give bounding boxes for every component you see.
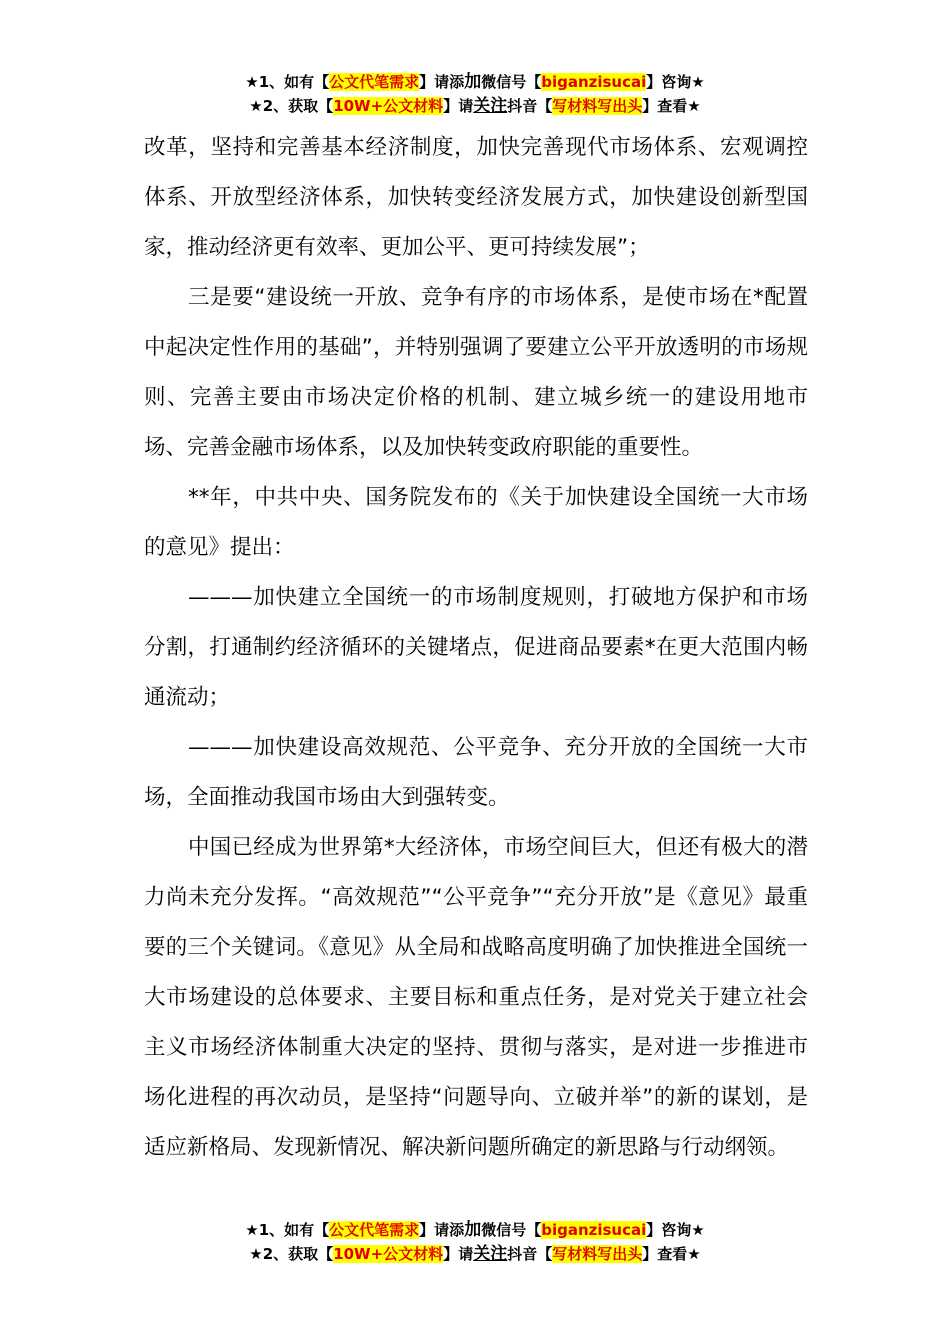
banner-text: ★1、如有【 <box>245 73 330 91</box>
highlight-service: 公文代笔需求 <box>329 73 420 91</box>
header-banner <box>0 70 950 118</box>
footer-banner <box>0 1218 950 1266</box>
banner-emphasis: 加 <box>464 72 482 92</box>
banner-line-1 <box>0 70 950 94</box>
banner-text: 抖音【 <box>507 97 553 115</box>
banner-line-1 <box>0 1218 950 1242</box>
banner-text: 】咨询★ <box>646 73 705 91</box>
banner-emphasis: 关注 <box>473 1244 508 1264</box>
banner-line-2 <box>0 94 950 118</box>
banner-text: 抖音【 <box>507 1245 553 1263</box>
banner-emphasis: 加 <box>464 1220 482 1240</box>
banner-text: 微信号【 <box>481 1221 542 1239</box>
highlight-wechat-id: biganzisucai <box>541 73 647 91</box>
banner-text: ★2、获取【 <box>249 97 334 115</box>
banner-text: 】请添 <box>419 73 465 91</box>
highlight-wechat-id: biganzisucai <box>541 1221 647 1239</box>
banner-text: 】请 <box>443 97 474 115</box>
highlight-service: 公文代笔需求 <box>329 1221 420 1239</box>
banner-text: 】请 <box>443 1245 474 1263</box>
banner-text: 】请添 <box>419 1221 465 1239</box>
banner-emphasis: 关注 <box>473 96 508 116</box>
paragraph: ———加快建设高效规范、公平竞争、充分开放的全国统一大市场，全面推动我国市场由大到强转变。 <box>144 735 808 810</box>
highlight-materials: 10W+公文材料 <box>333 97 444 115</box>
paragraph: 改革，坚持和完善基本经济制度，加快完善现代市场体系、宏观调控体系、开放型经济体系，加快转变经济发展方式，加快建设创新型国家，推动经济更有效率、更加公平、更可持续发展”； <box>144 135 808 260</box>
banner-text: ★2、获取【 <box>249 1245 334 1263</box>
banner-text: ★1、如有【 <box>245 1221 330 1239</box>
banner-line-2 <box>0 1242 950 1266</box>
banner-text: 】查看★ <box>642 97 701 115</box>
banner-text: 微信号【 <box>481 73 542 91</box>
paragraph: ———加快建立全国统一的市场制度规则，打破地方保护和市场分割，打通制约经济循环的关键堵点，促进商品要素*在更大范围内畅通流动； <box>144 585 808 710</box>
highlight-materials: 10W+公文材料 <box>333 1245 444 1263</box>
highlight-douyin: 写材料写出头 <box>552 1245 643 1263</box>
highlight-douyin: 写材料写出头 <box>552 97 643 115</box>
banner-text: 】查看★ <box>642 1245 701 1263</box>
paragraph: **年，中共中央、国务院发布的《关于加快建设全国统一大市场的意见》提出： <box>144 485 808 560</box>
body-text <box>144 123 808 1173</box>
paragraph: 中国已经成为世界第*大经济体，市场空间巨大，但还有极大的潜力尚未充分发挥。“高效规范”“公平竞争”“充分开放”是《意见》最重要的三个关键词。《意见》从全局和战略高度明确了加快推进全国统一大市场建设的总体要求、主要目标和重点任务，是对党关于建立社会主义市场经济体制重大决定的坚持、贯彻与落实，是对进一步推进市场化进程的再次动员，是坚持“问题导向、立破并举”的新的谋划，是适应新格局、发现新情况、解决新问题所确定的新思路与行动纲领。 <box>144 835 808 1160</box>
paragraph: 三是要“建设统一开放、竞争有序的市场体系，是使市场在*配置中起决定性作用的基础”，并特别强调了要建立公平开放透明的市场规则、完善主要由市场决定价格的机制、建立城乡统一的建设用地市场、完善金融市场体系，以及加快转变政府职能的重要性。 <box>144 285 808 460</box>
banner-text: 】咨询★ <box>646 1221 705 1239</box>
